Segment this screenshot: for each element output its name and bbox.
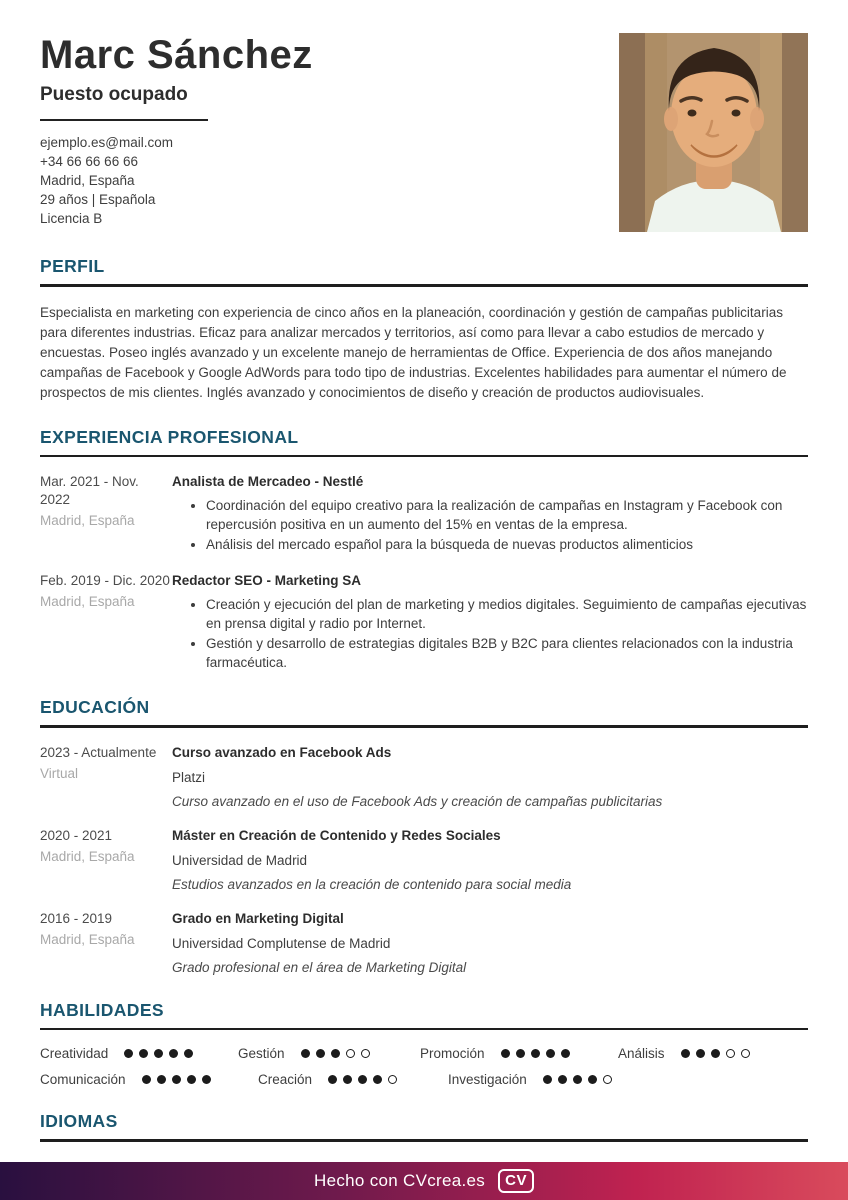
skill-dot-filled bbox=[301, 1049, 310, 1058]
entry-right bbox=[172, 827, 808, 893]
contact-line: +34 66 66 66 66 bbox=[40, 154, 138, 169]
skill-dot-empty bbox=[603, 1075, 612, 1084]
skill-dot-filled bbox=[343, 1075, 352, 1084]
section-experience bbox=[40, 427, 808, 674]
skill-dot-filled bbox=[139, 1049, 148, 1058]
contact-line: Madrid, España bbox=[40, 173, 135, 188]
section-title-education: EDUCACIÓN bbox=[40, 697, 150, 717]
entry-left bbox=[40, 827, 172, 893]
skill-dot-filled bbox=[696, 1049, 705, 1058]
skill-dot-filled bbox=[373, 1075, 382, 1084]
experience-list bbox=[40, 473, 808, 673]
skill-dot-empty bbox=[361, 1049, 370, 1058]
education-entry bbox=[40, 827, 808, 893]
section-rule bbox=[40, 725, 808, 728]
skill-item bbox=[448, 1072, 612, 1087]
education-entry bbox=[40, 744, 808, 810]
skill-dot-filled bbox=[588, 1075, 597, 1084]
skill-dot-filled bbox=[358, 1075, 367, 1084]
section-title-skills: HABILIDADES bbox=[40, 999, 164, 1020]
experience-entry bbox=[40, 473, 808, 555]
profile-photo bbox=[619, 33, 808, 232]
skill-level-dots bbox=[543, 1075, 612, 1084]
header-identity bbox=[40, 33, 619, 228]
skill-item bbox=[618, 1046, 750, 1061]
entry-dates: 2016 - 2019 bbox=[40, 910, 113, 926]
degree-title: Curso avanzado en Facebook Ads bbox=[172, 744, 392, 760]
entry-bullet: • Análisis del mercado español para la búsqueda de nuevas productos alimenticios bbox=[206, 535, 808, 554]
skill-item bbox=[40, 1046, 238, 1061]
skill-name: Comunicación bbox=[40, 1072, 126, 1087]
entry-bullet: • Creación y ejecución del plan de marketing y medios digitales. Seguimiento de campañas ejecutivas en prensa digital y radio por Internet. bbox=[206, 595, 808, 633]
section-title-profile: PERFIL bbox=[40, 256, 105, 276]
cv-logo-icon: CV bbox=[498, 1169, 534, 1193]
skill-dot-filled bbox=[154, 1049, 163, 1058]
skill-dot-filled bbox=[681, 1049, 690, 1058]
skill-dot-filled bbox=[187, 1075, 196, 1084]
skill-row bbox=[40, 1072, 808, 1087]
entry-role: Redactor SEO - Marketing SA bbox=[172, 573, 362, 588]
entry-bullet: • Coordinación del equipo creativo para la realización de campañas en Instagram y Facebook con repercusión positiva en un aumento del 15% en ventas de la empresa. bbox=[206, 496, 808, 534]
skill-level-dots bbox=[681, 1049, 750, 1058]
skill-dot-filled bbox=[184, 1049, 193, 1058]
entry-right bbox=[172, 473, 808, 555]
contact-line: 29 años | Española bbox=[40, 192, 156, 207]
entry-bullet-list bbox=[172, 496, 808, 554]
degree-note: Estudios avanzados en la creación de contenido para social media bbox=[172, 876, 572, 892]
entry-left bbox=[40, 910, 172, 976]
section-title-languages: IDIOMAS bbox=[40, 1111, 118, 1131]
skills-list bbox=[40, 1046, 808, 1087]
skill-level-dots bbox=[328, 1075, 397, 1084]
skill-dot-filled bbox=[531, 1049, 540, 1058]
skill-level-dots bbox=[501, 1049, 570, 1058]
skill-row bbox=[40, 1046, 808, 1061]
experience-entry bbox=[40, 572, 808, 673]
entry-right bbox=[172, 744, 808, 810]
skill-dot-filled bbox=[157, 1075, 166, 1084]
skill-name: Gestión bbox=[238, 1046, 285, 1061]
footer-brand-text: Hecho con CVcrea.es bbox=[314, 1171, 486, 1190]
section-rule bbox=[40, 284, 808, 287]
entry-left bbox=[40, 473, 172, 555]
section-skills bbox=[40, 1000, 808, 1088]
skill-dot-filled bbox=[546, 1049, 555, 1058]
footer-banner bbox=[0, 1162, 848, 1200]
skill-dot-filled bbox=[316, 1049, 325, 1058]
entry-dates: Feb. 2019 - Dic. 2020 bbox=[40, 573, 170, 588]
section-rule bbox=[40, 455, 808, 458]
skill-name: Promoción bbox=[420, 1046, 485, 1061]
person-name: Marc Sánchez bbox=[40, 33, 313, 77]
section-education bbox=[40, 697, 808, 976]
skill-name: Creatividad bbox=[40, 1046, 109, 1061]
degree-note: Curso avanzado en el uso de Facebook Ads y creación de campañas publicitarias bbox=[172, 793, 663, 809]
skill-dot-filled bbox=[169, 1049, 178, 1058]
header bbox=[40, 0, 808, 232]
skill-name: Investigación bbox=[448, 1072, 527, 1087]
portrait-photo-icon bbox=[619, 33, 808, 232]
section-rule bbox=[40, 1028, 808, 1031]
entry-left bbox=[40, 744, 172, 810]
skill-dot-filled bbox=[331, 1049, 340, 1058]
school-name: Platzi bbox=[172, 769, 206, 785]
entry-right bbox=[172, 572, 808, 673]
skill-dot-filled bbox=[328, 1075, 337, 1084]
entry-bullet: • Gestión y desarrollo de estrategias digitales B2B y B2C para clientes relacionados con la industria farmacéutica. bbox=[206, 634, 808, 672]
school-name: Universidad de Madrid bbox=[172, 852, 308, 868]
skill-name: Análisis bbox=[618, 1046, 665, 1061]
entry-location: Madrid, España bbox=[40, 513, 135, 528]
skill-dot-filled bbox=[561, 1049, 570, 1058]
entry-location: Madrid, España bbox=[40, 848, 135, 864]
skill-dot-filled bbox=[573, 1075, 582, 1084]
entry-dates: Mar. 2021 - Nov. 2022 bbox=[40, 474, 139, 507]
education-list bbox=[40, 744, 808, 976]
degree-note: Grado profesional en el área de Marketing Digital bbox=[172, 959, 467, 975]
education-entry bbox=[40, 910, 808, 976]
skill-dot-empty bbox=[346, 1049, 355, 1058]
skill-dot-empty bbox=[726, 1049, 735, 1058]
skill-dot-filled bbox=[516, 1049, 525, 1058]
school-name: Universidad Complutense de Madrid bbox=[172, 935, 391, 951]
skill-item bbox=[40, 1072, 258, 1087]
skill-dot-filled bbox=[142, 1075, 151, 1084]
skill-name: Creación bbox=[258, 1072, 313, 1087]
skill-level-dots bbox=[142, 1075, 211, 1084]
skill-item bbox=[420, 1046, 618, 1061]
skill-dot-filled bbox=[501, 1049, 510, 1058]
entry-location: Madrid, España bbox=[40, 594, 135, 609]
contact-list bbox=[40, 133, 599, 228]
entry-bullet-list bbox=[172, 595, 808, 672]
skill-dot-empty bbox=[741, 1049, 750, 1058]
entry-right bbox=[172, 910, 808, 976]
title-underline bbox=[40, 119, 208, 121]
entry-left bbox=[40, 572, 172, 673]
skill-item bbox=[258, 1072, 448, 1087]
degree-title: Máster en Creación de Contenido y Redes Sociales bbox=[172, 827, 501, 843]
skill-item bbox=[238, 1046, 420, 1061]
entry-location: Virtual bbox=[40, 765, 79, 781]
entry-role: Analista de Mercadeo - Nestlé bbox=[172, 474, 364, 489]
job-title: Puesto ocupado bbox=[40, 84, 188, 105]
contact-line: Licencia B bbox=[40, 211, 103, 226]
skill-dot-empty bbox=[388, 1075, 397, 1084]
section-rule bbox=[40, 1139, 808, 1142]
skill-level-dots bbox=[301, 1049, 370, 1058]
skill-dot-filled bbox=[202, 1075, 211, 1084]
skill-dot-filled bbox=[711, 1049, 720, 1058]
section-profile bbox=[40, 256, 808, 403]
degree-title: Grado en Marketing Digital bbox=[172, 910, 344, 926]
skill-dot-filled bbox=[558, 1075, 567, 1084]
skill-level-dots bbox=[124, 1049, 193, 1058]
skill-dot-filled bbox=[124, 1049, 133, 1058]
profile-text: Especialista en marketing con experiencia de cinco años en la planeación, coordinación y gestión de campañas publicitarias para diferentes industrias. Eficaz para analizar mercados y territorios, así como para llevar a cabo estudios de mercado y encuestas. Poseo inglés avanzado y un excelente manejo de herramientas de Office. Experiencia de dos años manejando campañas de Facebook y Google AdWords para todo tipo de industrias. Excelentes habilidades para aumentar el número de prospectos de mis clientes. Inglés avanzado y conocimientos de diseño y creación de productos audiovisuales. bbox=[40, 304, 787, 400]
entry-dates: 2023 - Actualmente bbox=[40, 744, 157, 760]
skill-dot-filled bbox=[543, 1075, 552, 1084]
skill-dot-filled bbox=[172, 1075, 181, 1084]
entry-location: Madrid, España bbox=[40, 931, 135, 947]
section-title-experience: EXPERIENCIA PROFESIONAL bbox=[40, 426, 299, 447]
entry-dates: 2020 - 2021 bbox=[40, 827, 113, 843]
contact-line: ejemplo.es@mail.com bbox=[40, 135, 173, 150]
